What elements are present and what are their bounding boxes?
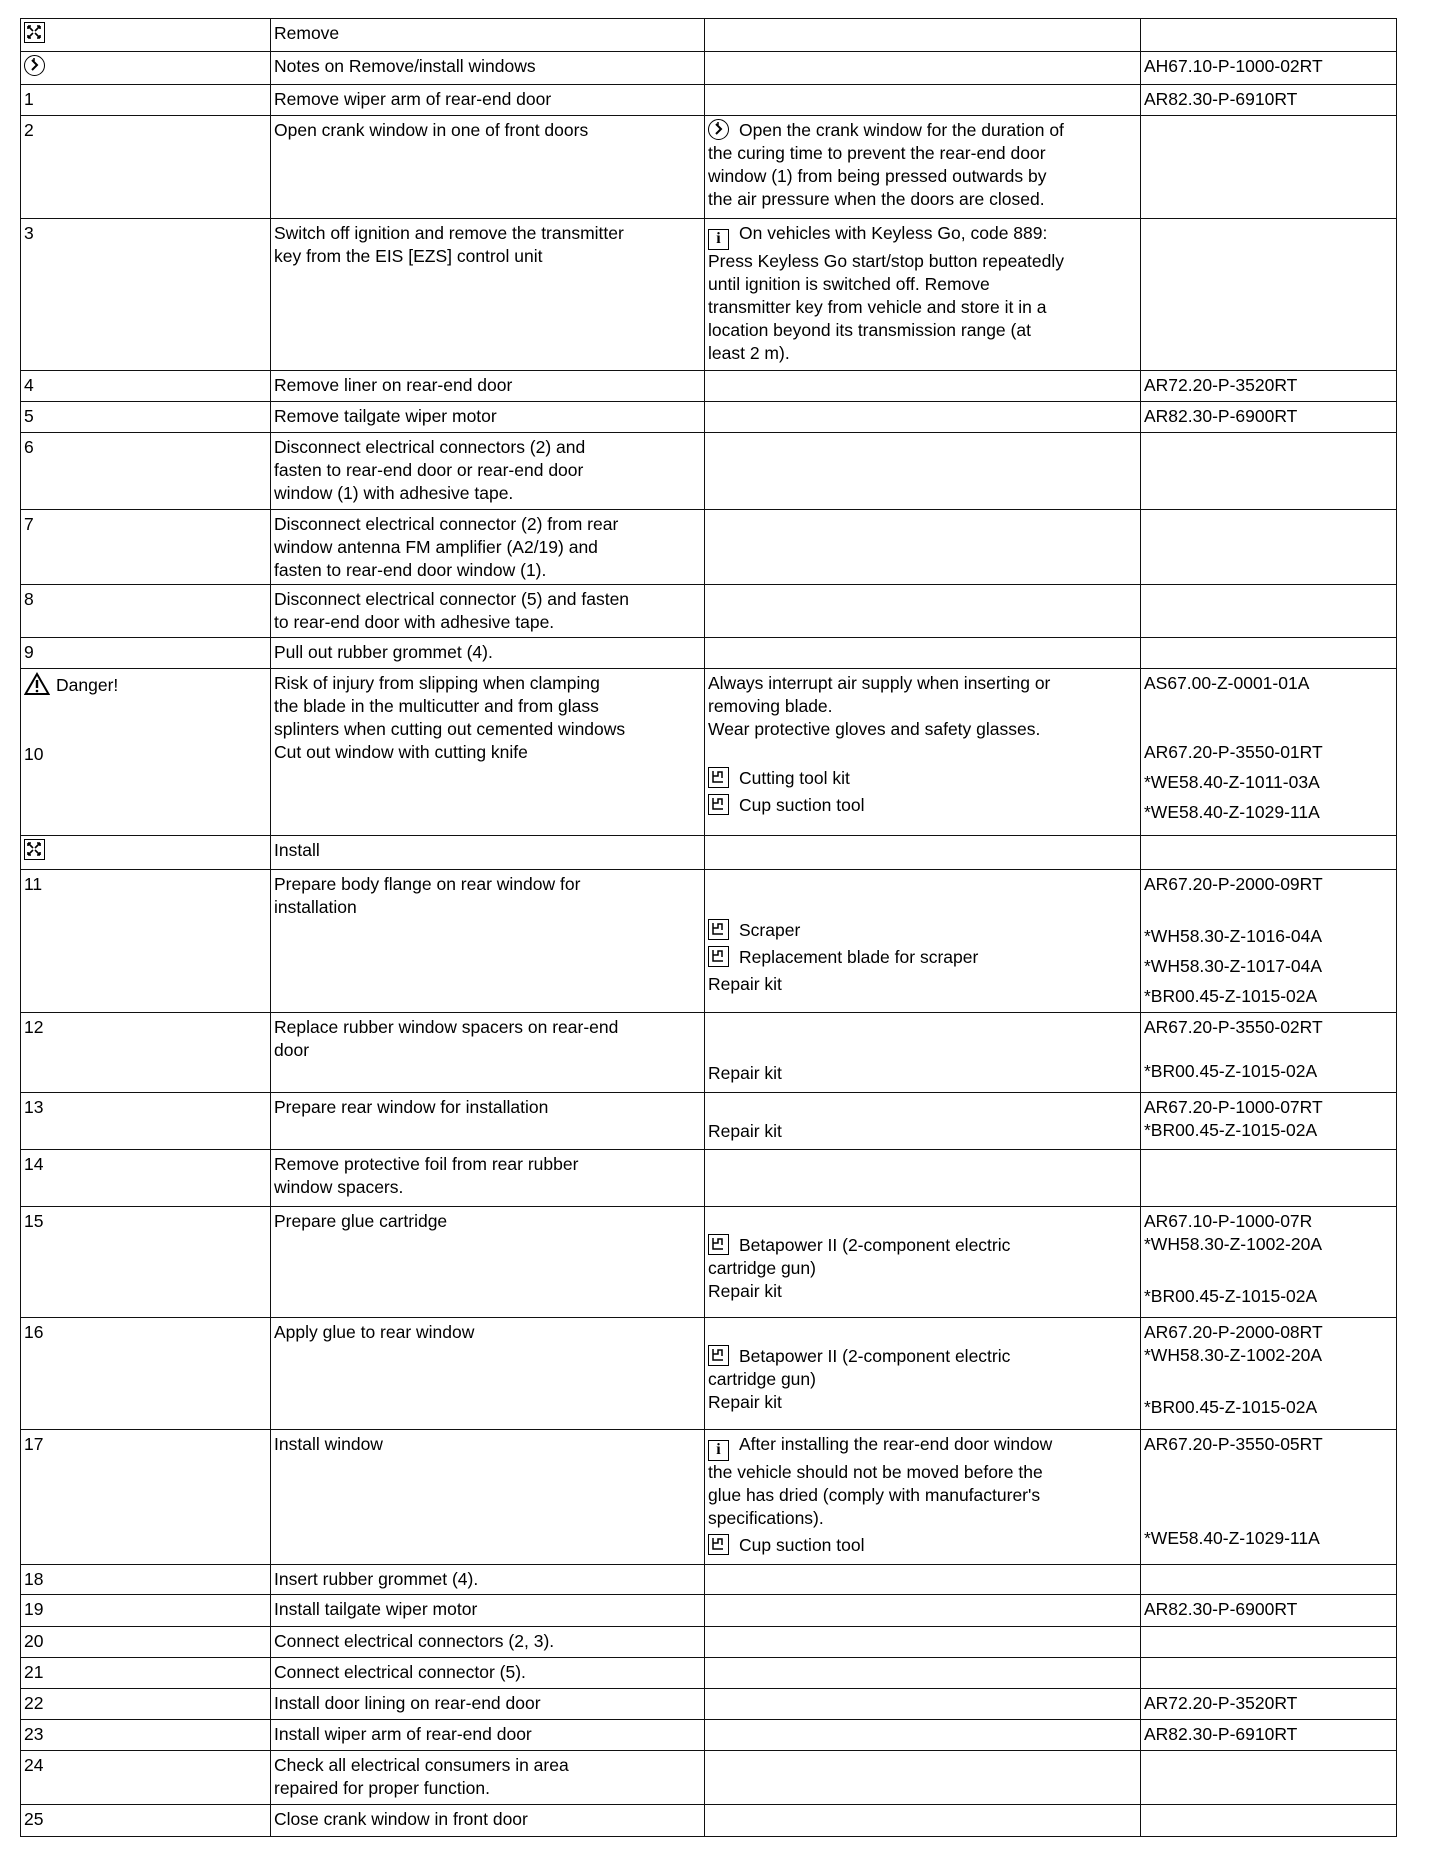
reference-cell [1141,1689,1397,1720]
step-cell [21,1150,271,1207]
reference-cell [1141,1318,1397,1430]
note-line: window (1) from being pressed outwards by [708,166,1047,186]
notes-cell [705,1430,1141,1565]
table-row [21,402,1397,433]
description-cell [271,1689,705,1720]
reference-cell [1141,85,1397,116]
reference-cell [1141,1627,1397,1658]
reference-cell [1141,1150,1397,1207]
table-row [21,1430,1397,1565]
reference-cell [1141,116,1397,219]
note-line: Repair kit [708,1392,782,1412]
notes-cell [705,1805,1141,1837]
reference-cell [1141,1430,1397,1565]
step-number: 9 [24,642,34,662]
reference-link[interactable]: AR67.10-P-1000-07R [1144,1211,1313,1231]
description-cell [271,1627,705,1658]
step-cell [21,1627,271,1658]
notes-cell [705,371,1141,402]
tool-text: Cup suction tool [739,1535,865,1555]
reference-link[interactable]: AR67.20-P-3550-01RT [1144,742,1323,762]
note-text: After installing the rear-end door window [739,1434,1053,1454]
reference-link[interactable]: *BR00.45-Z-1015-02A [1144,1120,1318,1140]
reference-link[interactable]: *WE58.40-Z-1029-11A [1144,802,1320,822]
note-line: until ignition is switched off. Remove [708,274,990,294]
tool-icon [708,1234,729,1255]
danger-label [24,672,267,697]
notes-cell [705,1658,1141,1689]
step-cell [21,1805,271,1837]
notes-cell [705,870,1141,1013]
description-cell [271,836,705,870]
reference-link[interactable]: AR67.20-P-3550-02RT [1144,1017,1323,1037]
notes-cell [705,402,1141,433]
notes-cell [705,1207,1141,1318]
reference-cell [1141,1093,1397,1150]
tool-line [708,794,1137,817]
step-cell [21,433,271,510]
notes-cell [705,52,1141,85]
notes-cell [705,1689,1141,1720]
notes-cell [705,638,1141,669]
description-cell [271,402,705,433]
description-line: Cut out window with cutting knife [274,742,528,762]
description-line: Install [274,840,320,860]
step-cell [21,1595,271,1627]
step-cell [21,1430,271,1565]
description-line: Install door lining on rear-end door [274,1693,541,1713]
tool-line [708,767,1137,790]
note-line: least 2 m). [708,343,790,363]
step-cell [21,52,271,85]
reference-cell [1141,1751,1397,1805]
reference-cell [1141,870,1397,1013]
description-line: Replace rubber window spacers on rear-end [274,1017,619,1037]
info-icon: i [708,1440,729,1461]
step-number: 13 [24,1097,44,1117]
step-number: 14 [24,1154,44,1174]
step-number: 7 [24,514,34,534]
description-cell [271,1805,705,1837]
reference-link[interactable]: AH67.10-P-1000-02RT [1144,56,1323,76]
remove-install-icon [24,22,45,43]
tool-icon [708,767,729,788]
note-line: the curing time to prevent the rear-end door [708,143,1046,163]
reference-cell [1141,1720,1397,1751]
reference-cell [1141,510,1397,585]
description-line: Disconnect electrical connector (2) from rear [274,514,619,534]
reference-cell [1141,433,1397,510]
tool-text: Cup suction tool [739,795,865,815]
reference-cell [1141,402,1397,433]
tool-text: Replacement blade for scraper [739,947,979,967]
reference-link[interactable]: AR67.20-P-2000-08RT [1144,1322,1323,1342]
description-cell [271,19,705,52]
tool-text: Scraper [739,920,801,940]
notes-icon [708,119,729,140]
reference-link[interactable]: *BR00.45-Z-1015-02A [1144,986,1318,1006]
tool-icon [708,946,729,967]
step-cell [21,638,271,669]
step-number: 5 [24,406,34,426]
step-number: 18 [24,1569,44,1589]
step-cell [21,116,271,219]
notes-cell [705,433,1141,510]
description-cell [271,1318,705,1430]
reference-link[interactable]: AR67.20-P-3550-05RT [1144,1434,1323,1454]
info-icon: i [708,229,729,250]
description-line: fasten to rear-end door window (1). [274,560,547,580]
description-line: Insert rubber grommet (4). [274,1569,479,1589]
table-row [21,1658,1397,1689]
table-row [21,52,1397,85]
note-line: specifications). [708,1508,824,1528]
table-row [21,116,1397,219]
reference-link[interactable]: AR82.30-P-6910RT [1144,89,1298,109]
notes-cell [705,85,1141,116]
description-line: Pull out rubber grommet (4). [274,642,493,662]
table-row [21,638,1397,669]
table-row [21,585,1397,638]
table-row [21,510,1397,585]
description-cell [271,1093,705,1150]
table-row [21,1595,1397,1627]
description-line: Risk of injury from slipping when clamping [274,673,600,693]
reference-cell [1141,1658,1397,1689]
step-number: 11 [24,874,43,894]
description-line: window (1) with adhesive tape. [274,483,514,503]
description-line: Switch off ignition and remove the transmitter [274,223,624,243]
table-row [21,1720,1397,1751]
notes-cell [705,1595,1141,1627]
notes-cell [705,1627,1141,1658]
notes-cell [705,585,1141,638]
tool-text: Betapower II (2-component electric [739,1235,1011,1255]
table-row [21,371,1397,402]
reference-link[interactable]: *WE58.40-Z-1011-03A [1144,772,1320,792]
tool-line [708,1534,1137,1557]
tool-line [708,919,1137,942]
description-cell [271,669,705,836]
spacer [708,741,1137,751]
reference-cell [1141,638,1397,669]
description-cell [271,1720,705,1751]
reference-cell [1141,219,1397,371]
description-line: the blade in the multicutter and from glass [274,696,599,716]
note-line: Repair kit [708,1063,782,1083]
description-line: door [274,1040,310,1060]
description-line: key from the EIS [EZS] control unit [274,246,543,266]
note-line: the vehicle should not be moved before the [708,1462,1043,1482]
description-cell [271,510,705,585]
table-row [21,1318,1397,1430]
notes-cell [705,1318,1141,1430]
table-row [21,669,1397,836]
description-line: Install tailgate wiper motor [274,1599,478,1619]
note-line: Press Keyless Go start/stop button repeatedly [708,251,1065,271]
note-text: On vehicles with Keyless Go, code 889: [739,223,1048,243]
step-number: 25 [24,1809,44,1829]
notes-cell [705,1751,1141,1805]
step-number: 12 [24,1017,44,1037]
step-cell [21,1207,271,1318]
note-line: Always interrupt air supply when inserting or [708,673,1051,693]
reference-link[interactable]: AS67.00-Z-0001-01A [1144,673,1310,693]
description-cell [271,1207,705,1318]
reference-link[interactable]: *WH58.30-Z-1002-20A [1144,1345,1322,1365]
step-number: 8 [24,589,34,609]
step-cell [21,1093,271,1150]
reference-cell [1141,1207,1397,1318]
description-cell [271,870,705,1013]
reference-link[interactable]: AR82.30-P-6910RT [1144,1724,1298,1744]
description-line: window spacers. [274,1177,404,1197]
reference-cell [1141,371,1397,402]
table-row [21,85,1397,116]
description-line: window antenna FM amplifier (A2/19) and [274,537,598,557]
tool-icon [708,1345,729,1366]
tool-icon [708,794,729,815]
description-cell [271,1013,705,1093]
note-line [708,1433,1137,1461]
description-cell [271,1595,705,1627]
description-line: Connect electrical connectors (2, 3). [274,1631,555,1651]
tool-line: cartridge gun) [708,1258,816,1278]
reference-link[interactable]: AR67.20-P-1000-07RT [1144,1097,1323,1117]
step-number: 19 [24,1599,44,1619]
step-cell [21,510,271,585]
table-row [21,1013,1397,1093]
notes-cell [705,510,1141,585]
description-cell [271,52,705,85]
description-cell [271,371,705,402]
step-cell [21,1751,271,1805]
step-cell [21,219,271,371]
step-number: 16 [24,1322,44,1342]
description-line: Disconnect electrical connectors (2) and [274,437,586,457]
description-cell [271,1150,705,1207]
step-number: 15 [24,1211,44,1231]
notes-icon [24,55,45,76]
remove-install-icon [24,839,45,860]
description-cell [271,116,705,219]
step-cell [21,1318,271,1430]
description-line: Install window [274,1434,383,1454]
description-line: Remove wiper arm of rear-end door [274,89,552,109]
tool-line [708,1345,1137,1368]
danger-text: Danger! [56,675,119,695]
reference-cell [1141,669,1397,836]
description-line: Remove [274,23,340,43]
step-number: 22 [24,1693,44,1713]
description-line: Close crank window in front door [274,1809,528,1829]
note-line [708,119,1137,142]
step-number: 1 [24,89,34,109]
step-cell [21,1720,271,1751]
step-cell [21,585,271,638]
step-cell [21,836,271,870]
description-line: Disconnect electrical connector (5) and fasten [274,589,630,609]
description-cell [271,585,705,638]
step-number: 2 [24,120,34,140]
tool-line: cartridge gun) [708,1369,816,1389]
step-cell [21,1689,271,1720]
reference-link[interactable]: *BR00.45-Z-1015-02A [1144,1286,1318,1306]
table-row [21,1093,1397,1150]
notes-cell [705,116,1141,219]
tool-icon [708,919,729,940]
note-line: Repair kit [708,1121,782,1141]
table-row [21,1150,1397,1207]
step-cell [21,870,271,1013]
description-line: Prepare body flange on rear window for [274,874,581,894]
table-row [21,1805,1397,1837]
table-row [21,836,1397,870]
table-row [21,1565,1397,1595]
note-line: the air pressure when the doors are closed. [708,189,1045,209]
description-line: Remove liner on rear-end door [274,375,513,395]
description-line: Open crank window in one of front doors [274,120,589,140]
description-line: Remove protective foil from rear rubber [274,1154,579,1174]
reference-cell [1141,1805,1397,1837]
description-cell [271,1658,705,1689]
reference-cell [1141,19,1397,52]
step-cell [21,1658,271,1689]
note-line: glue has dried (comply with manufacturer's [708,1485,1041,1505]
tool-line [708,1234,1137,1257]
note-text: Open the crank window for the duration of [739,120,1064,140]
description-line: splinters when cutting out cemented windows [274,719,626,739]
table-row [21,19,1397,52]
description-cell [271,1751,705,1805]
description-line: fasten to rear-end door or rear-end door [274,460,584,480]
reference-cell [1141,1565,1397,1595]
description-line: Remove tailgate wiper motor [274,406,497,426]
step-number: 3 [24,223,34,243]
notes-cell [705,19,1141,52]
step-number: 23 [24,1724,44,1744]
description-cell [271,85,705,116]
reference-cell [1141,1595,1397,1627]
reference-link[interactable]: *WH58.30-Z-1016-04A [1144,926,1322,946]
spacer [24,697,267,743]
table-row [21,219,1397,371]
note-line: Repair kit [708,1281,782,1301]
table-row [21,1627,1397,1658]
step-cell [21,669,271,836]
reference-link[interactable]: AR72.20-P-3520RT [1144,375,1298,395]
notes-cell [705,1720,1141,1751]
description-line: Check all electrical consumers in area [274,1755,569,1775]
notes-cell [705,1093,1141,1150]
procedure-table [20,18,1397,1837]
step-number: 17 [24,1434,44,1454]
table-row [21,1689,1397,1720]
description-cell [271,638,705,669]
step-number: 20 [24,1631,44,1651]
notes-cell [705,1565,1141,1595]
reference-link[interactable]: AR72.20-P-3520RT [1144,1693,1298,1713]
reference-link[interactable]: *WH58.30-Z-1002-20A [1144,1234,1322,1254]
step-number: 4 [24,375,34,395]
description-cell [271,1430,705,1565]
table-row [21,1207,1397,1318]
step-cell [21,1565,271,1595]
note-line: removing blade. [708,696,833,716]
warning-icon [24,672,50,696]
step-number: 10 [24,744,44,764]
description-line: Prepare glue cartridge [274,1211,448,1231]
reference-link[interactable]: *WH58.30-Z-1017-04A [1144,956,1322,976]
note-line [708,222,1137,250]
reference-link[interactable]: AR82.30-P-6900RT [1144,1599,1298,1619]
reference-link[interactable]: *BR00.45-Z-1015-02A [1144,1061,1318,1081]
notes-cell [705,1150,1141,1207]
description-line: repaired for proper function. [274,1778,490,1798]
tool-text: Cutting tool kit [739,768,850,788]
description-cell [271,433,705,510]
description-line: Apply glue to rear window [274,1322,475,1342]
reference-link[interactable]: *WE58.40-Z-1029-11A [1144,1528,1320,1548]
table-row [21,433,1397,510]
step-cell [21,371,271,402]
description-cell [271,219,705,371]
description-line: Install wiper arm of rear-end door [274,1724,532,1744]
table-row [21,870,1397,1013]
step-cell [21,85,271,116]
notes-cell [705,219,1141,371]
notes-cell [705,1013,1141,1093]
notes-cell [705,669,1141,836]
reference-cell [1141,836,1397,870]
note-line: Repair kit [708,974,782,994]
reference-link[interactable]: AR67.20-P-2000-09RT [1144,874,1323,894]
note-line: Wear protective gloves and safety glasses. [708,719,1041,739]
reference-cell [1141,585,1397,638]
table-row [21,1751,1397,1805]
description-line: installation [274,897,357,917]
tool-text: Betapower II (2-component electric [739,1346,1011,1366]
description-line: Connect electrical connector (5). [274,1662,526,1682]
reference-link[interactable]: *BR00.45-Z-1015-02A [1144,1397,1318,1417]
step-number: 6 [24,437,34,457]
reference-cell [1141,1013,1397,1093]
step-cell [21,402,271,433]
step-cell [21,19,271,52]
description-line: Prepare rear window for installation [274,1097,549,1117]
step-cell [21,1013,271,1093]
reference-link[interactable]: AR82.30-P-6900RT [1144,406,1298,426]
step-number: 24 [24,1755,44,1775]
notes-cell [705,836,1141,870]
tool-line [708,946,1137,969]
description-line: to rear-end door with adhesive tape. [274,612,555,632]
note-line: location beyond its transmission range (at [708,320,1031,340]
description-line: Notes on Remove/install windows [274,56,536,76]
reference-cell [1141,52,1397,85]
step-number: 21 [24,1662,44,1682]
note-line: transmitter key from vehicle and store it in a [708,297,1047,317]
tool-icon [708,1534,729,1555]
description-cell [271,1565,705,1595]
